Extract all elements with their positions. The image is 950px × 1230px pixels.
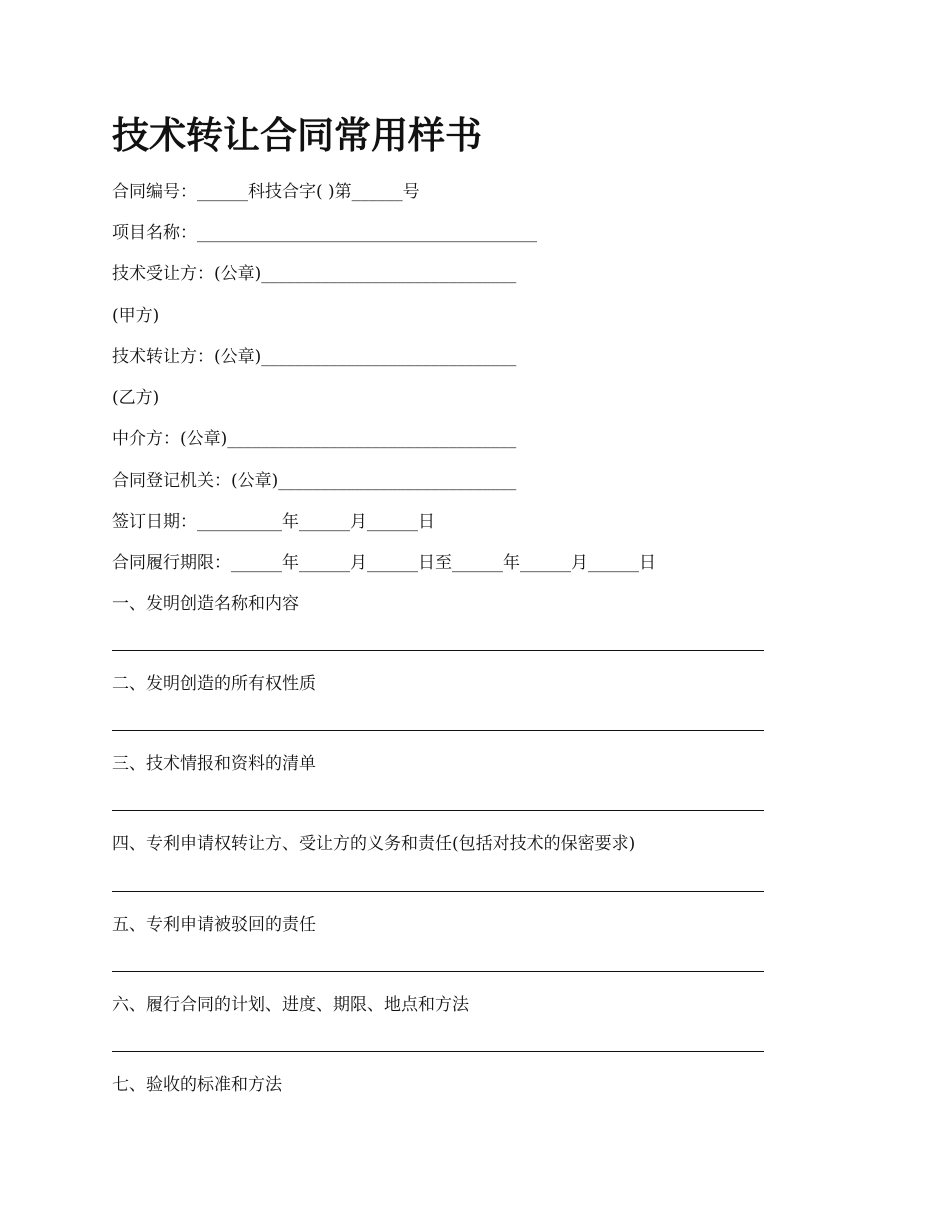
party-b-label: (乙方) bbox=[112, 388, 160, 408]
performance-period-field: 合同履行期限：______年______月______日至______年______月______日 bbox=[112, 553, 656, 573]
section-heading: 四、专利申请权转让方、受让方的义务和责任(包括对技术的保密要求) bbox=[112, 834, 636, 854]
section-heading: 三、技术情报和资料的清单 bbox=[112, 754, 316, 774]
contract-number-field: 合同编号：______科技合字( )第______号 bbox=[112, 182, 420, 202]
document-title: 技术转让合同常用样书 bbox=[112, 114, 482, 157]
party-a-label: (甲方) bbox=[112, 306, 160, 326]
registration-authority-field: 合同登记机关：(公章)____________________________ bbox=[112, 471, 517, 491]
project-name-field: 项目名称：________________________________________ bbox=[112, 223, 537, 243]
blank-fill-line bbox=[112, 1051, 764, 1052]
intermediary-field: 中介方：(公章)__________________________________ bbox=[112, 429, 517, 449]
blank-fill-line bbox=[112, 730, 764, 731]
signing-date-field: 签订日期：__________年______月______日 bbox=[112, 512, 435, 532]
blank-fill-line bbox=[112, 891, 764, 892]
section-heading: 二、发明创造的所有权性质 bbox=[112, 674, 316, 694]
section-heading: 五、专利申请被驳回的责任 bbox=[112, 915, 316, 935]
blank-fill-line bbox=[112, 650, 764, 651]
section-heading: 七、验收的标准和方法 bbox=[112, 1075, 282, 1095]
assignee-field: 技术受让方：(公章)______________________________ bbox=[112, 264, 517, 284]
blank-fill-line bbox=[112, 971, 764, 972]
section-heading: 一、发明创造名称和内容 bbox=[112, 594, 299, 614]
section-heading: 六、履行合同的计划、进度、期限、地点和方法 bbox=[112, 995, 469, 1015]
blank-fill-line bbox=[112, 810, 764, 811]
assignor-field: 技术转让方：(公章)______________________________ bbox=[112, 347, 517, 367]
